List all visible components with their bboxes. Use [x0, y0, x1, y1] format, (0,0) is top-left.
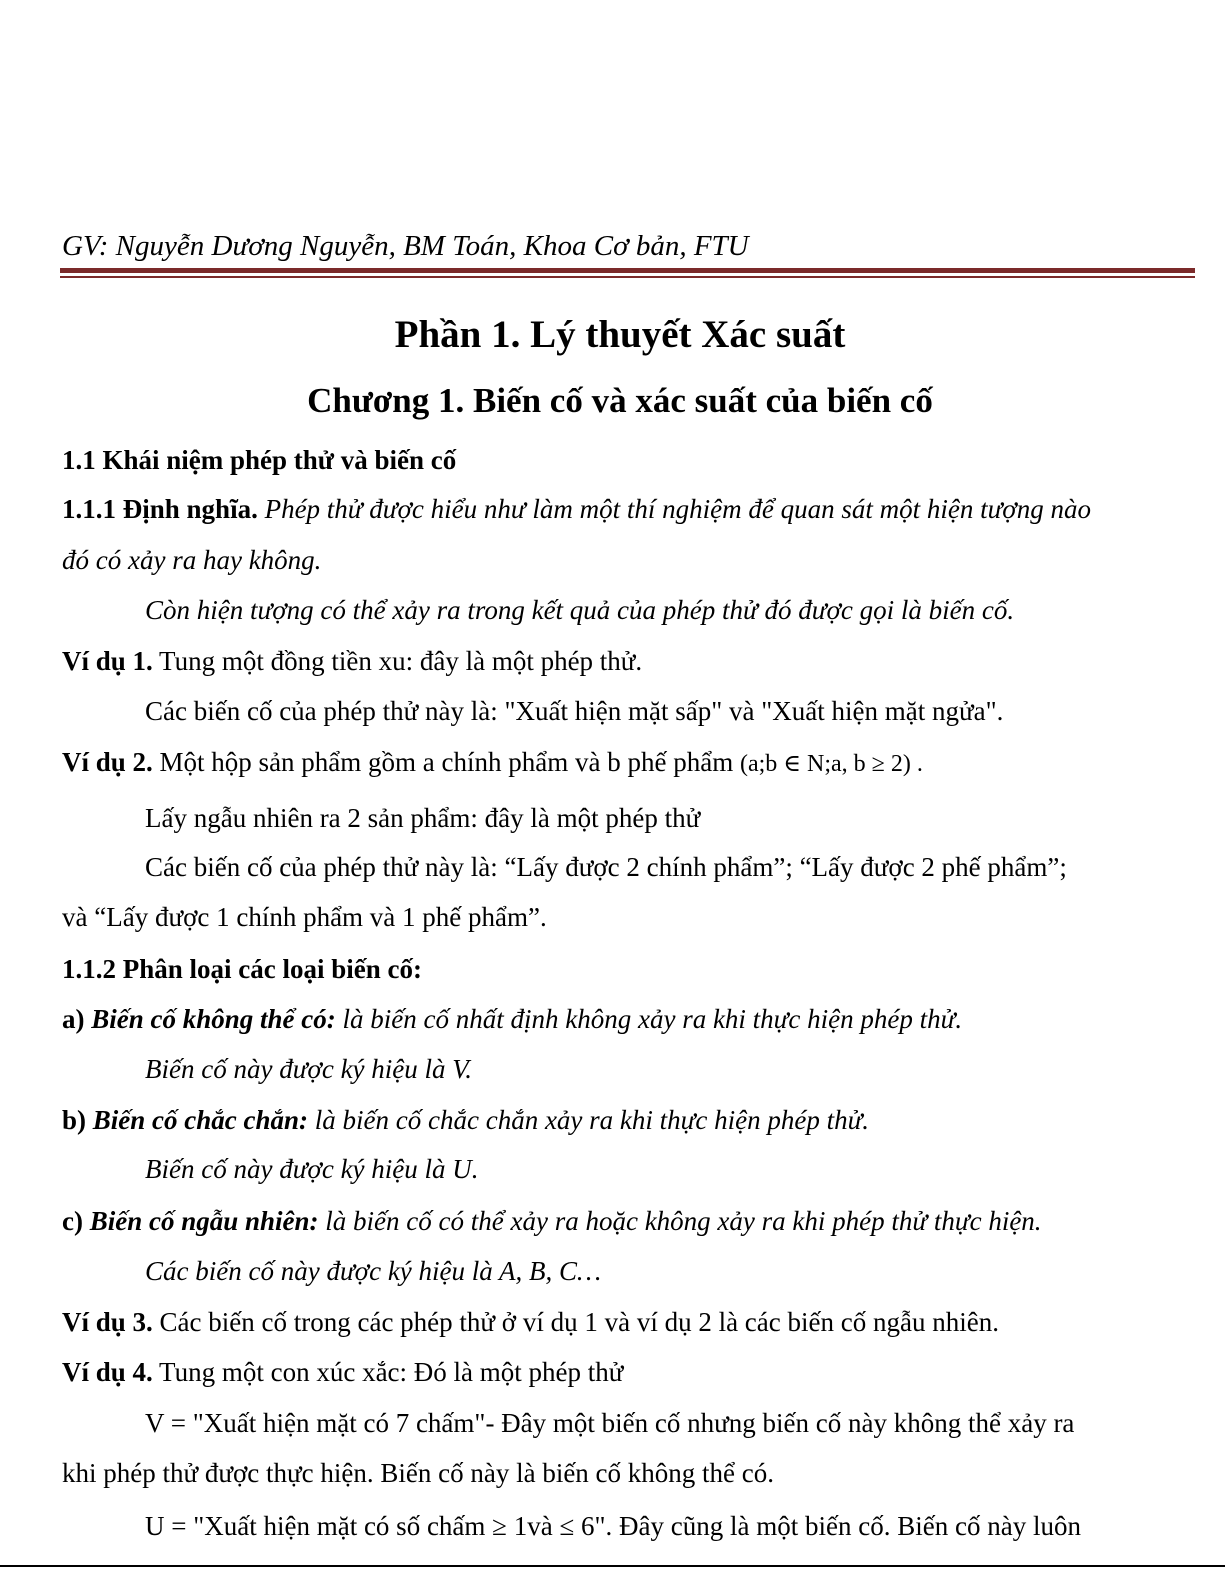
chapter-title: Chương 1. Biến cố và xác suất của biến cố — [307, 381, 933, 420]
definition-line-2: đó có xảy ra hay không. — [62, 545, 322, 575]
example-4 — [62, 1353, 623, 1391]
definition-label: 1.1.1 Định nghĩa. — [62, 494, 258, 524]
definition-line-1 — [62, 490, 1091, 528]
example-text: Tung một con xúc xắc: Đó là một phép thử — [152, 1357, 624, 1387]
header-rule-thin — [60, 276, 1195, 278]
page-bottom-edge — [0, 1565, 1225, 1567]
item-b-line-2: Biến cố này được ký hiệu là U. — [145, 1154, 479, 1184]
example-2-line-2: Lấy ngẫu nhiên ra 2 sản phẩm: đây là một phép thử — [145, 803, 701, 833]
part-title: Phần 1. Lý thuyết Xác suất — [394, 313, 846, 356]
section-heading: 1.1 Khái niệm phép thử và biến cố — [62, 445, 457, 475]
example-label: Ví dụ 1. — [62, 646, 153, 676]
item-label: Biến cố ngẫu nhiên: — [89, 1206, 319, 1236]
example-label: Ví dụ 4. — [62, 1357, 153, 1387]
example-1-line-2: Các biến cố của phép thử này là: "Xuất hiện mặt sấp" và "Xuất hiện mặt ngửa". — [145, 696, 1004, 726]
example-label: Ví dụ 3. — [62, 1307, 153, 1337]
item-text: là biến cố chắc chắn xảy ra khi thực hiện phép thử. — [308, 1105, 870, 1135]
item-label: Biến cố chắc chắn: — [92, 1105, 309, 1135]
example-2-line-4: và “Lấy được 1 chính phẩm và 1 phế phẩm”. — [62, 902, 547, 932]
example-2 — [62, 743, 923, 783]
example-4-line-4: U = "Xuất hiện mặt có số chấm ≥ 1và ≤ 6". Đây cũng là một biến cố. Biến cố này luôn — [145, 1511, 1081, 1541]
item-b — [62, 1101, 869, 1139]
example-1 — [62, 642, 642, 680]
example-text: Một hộp sản phẩm gồm a chính phẩm và b phế phẩm — [152, 747, 740, 777]
section-heading-classification: 1.1.2 Phân loại các loại biến cố: — [62, 954, 422, 984]
example-text: Tung một đồng tiền xu: đây là một phép thử. — [152, 646, 643, 676]
example-label: Ví dụ 2. — [62, 747, 153, 777]
item-text: là biến cố nhất định không xảy ra khi thực hiện phép thử. — [335, 1004, 963, 1034]
example-text: Các biến cố trong các phép thử ở ví dụ 1 và ví dụ 2 là các biến cố ngẫu nhiên. — [152, 1307, 999, 1337]
item-prefix: a) — [62, 1004, 92, 1034]
item-a — [62, 1000, 962, 1038]
definition-text: Phép thử được hiểu như làm một thí nghiệm để quan sát một hiện tượng nào — [257, 494, 1091, 524]
example-4-line-3: khi phép thử được thực hiện. Biến cố này là biến cố không thể có. — [62, 1458, 775, 1488]
item-c — [62, 1202, 1042, 1240]
item-a-line-2: Biến cố này được ký hiệu là V. — [145, 1054, 473, 1084]
definition-line-3: Còn hiện tượng có thể xảy ra trong kết quả của phép thử đó được gọi là biến cố. — [145, 595, 1015, 625]
page-header: GV: Nguyễn Dương Nguyễn, BM Toán, Khoa Cơ bản, FTU — [62, 230, 749, 262]
example-4-line-2: V = "Xuất hiện mặt có 7 chấm"- Đây một biến cố nhưng biến cố này không thể xảy ra — [145, 1408, 1075, 1438]
item-prefix: c) — [62, 1206, 90, 1236]
item-prefix: b) — [62, 1105, 93, 1135]
example-2-line-3: Các biến cố của phép thử này là: “Lấy được 2 chính phẩm”; “Lấy được 2 phế phẩm”; — [145, 852, 1067, 882]
item-label: Biến cố không thể có: — [91, 1004, 336, 1034]
header-rule-thick — [60, 268, 1195, 273]
example-math: (a;b ∈ N;a, b ≥ 2) . — [739, 751, 923, 777]
example-3 — [62, 1303, 999, 1341]
item-text: là biến cố có thể xảy ra hoặc không xảy ra khi phép thử thực hiện. — [318, 1206, 1042, 1236]
item-c-line-2: Các biến cố này được ký hiệu là A, B, C… — [145, 1256, 602, 1286]
